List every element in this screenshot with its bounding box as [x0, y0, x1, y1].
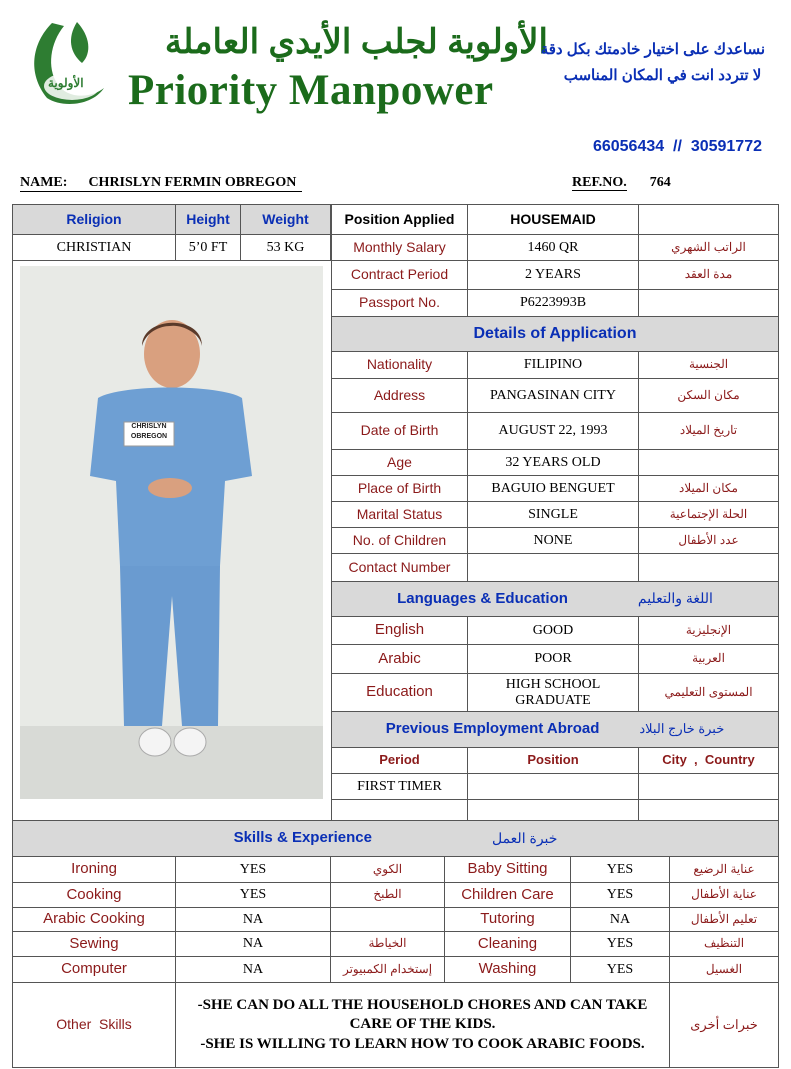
skill-value: YES	[176, 857, 331, 883]
language-arabic: العربية	[639, 645, 778, 674]
language-label: Education	[331, 674, 468, 712]
employment-period-2	[331, 800, 468, 821]
skill-value-right: YES	[571, 883, 670, 908]
slogan-line-2: لا تتردد انت في المكان المناسب	[563, 67, 762, 84]
skill-arabic-right: الغسيل	[670, 957, 778, 983]
skills-title: Skills & Experience	[233, 829, 372, 847]
skill-arabic-right: عناية الأطفال	[670, 883, 778, 908]
languages-header	[331, 582, 778, 617]
detail-value: BAGUIO BENGUET	[468, 476, 639, 502]
ref-label: REF.NO.	[572, 175, 627, 190]
skill-value: NA	[176, 908, 331, 932]
company-name-arabic: الأولوية لجلب الأيدي العاملة	[164, 23, 548, 61]
height-label: Height	[176, 205, 241, 235]
skill-label-right: Tutoring	[445, 908, 571, 932]
phone-numbers: 66056434 // 30591772	[592, 138, 762, 155]
detail-value: 32 YEARS OLD	[468, 450, 639, 476]
skill-label: Computer	[13, 957, 176, 983]
language-value: POOR	[468, 645, 639, 674]
detail-label: Nationality	[331, 352, 468, 379]
employment-pos-1	[468, 774, 639, 800]
language-value: GOOD	[468, 617, 639, 645]
badge-line-1: CHRISLYN	[131, 423, 167, 430]
employment-city-2	[639, 800, 778, 821]
detail-label: Address	[331, 379, 468, 413]
detail-arabic	[639, 554, 778, 582]
slogan-line-1: نساعدك على اختيار خادمتك بكل دقة	[540, 41, 765, 58]
detail-arabic: الجنسية	[639, 352, 778, 379]
contract-arabic: مدة العقد	[639, 261, 778, 290]
badge-line-2: OBREGON	[130, 433, 168, 440]
name-label: NAME:	[20, 175, 68, 190]
skill-arabic: الطبخ	[331, 883, 445, 908]
skill-arabic-right: التنظيف	[670, 932, 778, 957]
position-label: Position Applied	[331, 205, 468, 235]
employment-title: Previous Employment Abroad	[385, 720, 600, 738]
religion-value: CHRISTIAN	[13, 235, 176, 261]
language-label: English	[331, 617, 468, 645]
detail-value	[468, 554, 639, 582]
skill-value-right: NA	[571, 908, 670, 932]
position-value: HOUSEMAID	[468, 205, 639, 235]
language-arabic: المستوى التعليمي	[639, 674, 778, 712]
language-label: Arabic	[331, 645, 468, 674]
position-empty	[639, 205, 778, 235]
other-skills-text: -SHE CAN DO ALL THE HOUSEHOLD CHORES AND CAN TAKE CARE OF THE KIDS. -SHE IS WILLING TO LEARN HOW TO COOK ARABIC FOODS.	[176, 983, 670, 1068]
skill-value-right: YES	[571, 957, 670, 983]
languages-title-arabic: اللغة والتعليم	[637, 590, 713, 607]
candidate-name: CHRISLYN FERMIN OBREGON	[88, 175, 297, 190]
skill-arabic-right: تعليم الأطفال	[670, 908, 778, 932]
weight-value: 53 KG	[241, 235, 331, 261]
detail-label: Marital Status	[331, 502, 468, 528]
skill-arabic: إستخدام الكمبيوتر	[331, 957, 445, 983]
skill-arabic-right: عناية الرضيع	[670, 857, 778, 883]
col-position: Position	[468, 748, 639, 774]
other-skills-label: Other Skills	[13, 983, 176, 1068]
ref-number: 764	[649, 175, 671, 190]
skills-title-arabic: خبرة العمل	[491, 829, 558, 846]
salary-value: 1460 QR	[468, 235, 639, 261]
skill-value-right: YES	[571, 857, 670, 883]
passport-empty	[639, 290, 778, 317]
col-period: Period	[331, 748, 468, 774]
detail-value: PANGASINAN CITY	[468, 379, 639, 413]
col-city-country: City , Country	[639, 748, 778, 774]
detail-label: Contact Number	[331, 554, 468, 582]
skill-label: Arabic Cooking	[13, 908, 176, 932]
skill-label: Ironing	[13, 857, 176, 883]
employment-header	[331, 712, 778, 748]
detail-value: AUGUST 22, 1993	[468, 413, 639, 450]
contract-value: 2 YEARS	[468, 261, 639, 290]
employment-pos-2	[468, 800, 639, 821]
employment-city-1	[639, 774, 778, 800]
salary-arabic: الراتب الشهري	[639, 235, 778, 261]
company-name-english: Priority Manpower	[128, 67, 494, 114]
passport-value: P6223993B	[468, 290, 639, 317]
detail-arabic: تاريخ الميلاد	[639, 413, 778, 450]
candidate-photo	[20, 266, 323, 799]
detail-label: Age	[331, 450, 468, 476]
skill-label-right: Baby Sitting	[445, 857, 571, 883]
detail-arabic: الحلة الإجتماعية	[639, 502, 778, 528]
skill-value: NA	[176, 932, 331, 957]
skill-arabic: الكوي	[331, 857, 445, 883]
skill-label-right: Cleaning	[445, 932, 571, 957]
languages-title: Languages & Education	[397, 589, 568, 607]
employment-first: FIRST TIMER	[331, 774, 468, 800]
skills-header	[13, 821, 778, 857]
name-line	[20, 175, 302, 192]
skill-value: NA	[176, 957, 331, 983]
detail-value: NONE	[468, 528, 639, 554]
skill-arabic	[331, 908, 445, 932]
salary-label: Monthly Salary	[331, 235, 468, 261]
religion-label: Religion	[13, 205, 176, 235]
detail-value: FILIPINO	[468, 352, 639, 379]
logo-text: الأولوية	[48, 76, 84, 90]
skill-label-right: Children Care	[445, 883, 571, 908]
contract-label: Contract Period	[331, 261, 468, 290]
height-value: 5’0 FT	[176, 235, 241, 261]
employment-title-arabic: خبرة خارج البلاد	[639, 721, 725, 737]
detail-arabic	[639, 450, 778, 476]
other-skills-arabic: خبرات أخرى	[670, 983, 778, 1068]
skill-value: YES	[176, 883, 331, 908]
skill-value-right: YES	[571, 932, 670, 957]
skill-label: Sewing	[13, 932, 176, 957]
company-logo	[22, 18, 110, 108]
ref-line	[572, 175, 671, 191]
passport-label: Passport No.	[331, 290, 468, 317]
skill-arabic: الخياطة	[331, 932, 445, 957]
detail-label: Date of Birth	[331, 413, 468, 450]
detail-label: No. of Children	[331, 528, 468, 554]
detail-arabic: عدد الأطفال	[639, 528, 778, 554]
details-title: Details of Application	[331, 317, 778, 352]
language-arabic: الإنجليزية	[639, 617, 778, 645]
detail-arabic: مكان الميلاد	[639, 476, 778, 502]
detail-value: SINGLE	[468, 502, 639, 528]
detail-arabic: مكان السكن	[639, 379, 778, 413]
skill-label-right: Washing	[445, 957, 571, 983]
language-value: HIGH SCHOOL GRADUATE	[468, 674, 639, 712]
skill-label: Cooking	[13, 883, 176, 908]
detail-label: Place of Birth	[331, 476, 468, 502]
weight-label: Weight	[241, 205, 331, 235]
